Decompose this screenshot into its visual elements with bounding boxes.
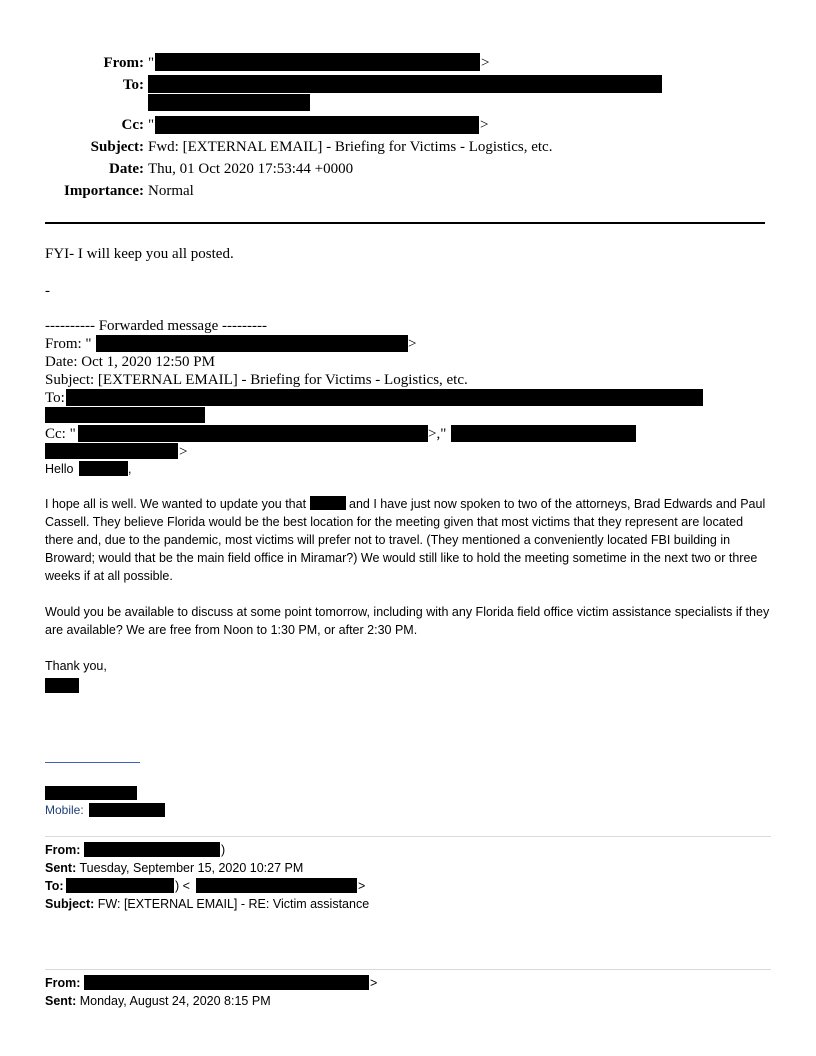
redaction [96, 335, 408, 352]
subject-label: Subject: [90, 139, 144, 155]
fwd-cc-close: > [179, 444, 188, 460]
email2-sent-value: Tuesday, September 15, 2020 10:27 PM [79, 861, 304, 875]
email3-from [45, 977, 80, 990]
fwd-date: Date: Oct 1, 2020 12:50 PM [45, 354, 215, 370]
signature-rule [45, 762, 140, 763]
redaction [45, 443, 178, 459]
redaction [78, 425, 428, 442]
email2-to-mid: ) < [175, 879, 190, 893]
redaction [66, 389, 703, 406]
from-value: " [148, 55, 155, 71]
fwd-from-close: > [408, 336, 417, 352]
cc-close: > [480, 117, 489, 133]
email2-subject [45, 898, 369, 911]
date-label: Date: [109, 161, 144, 177]
email2-subject-label: Subject: [45, 897, 95, 911]
redaction [196, 878, 357, 893]
redaction [66, 878, 174, 893]
cc-label: Cc: [121, 117, 144, 133]
fwd-cc-mid: >," [428, 426, 447, 442]
email3-sent [45, 995, 271, 1008]
redaction [45, 678, 79, 693]
to-label: To: [122, 77, 144, 93]
forwarded-marker: ---------- Forwarded message --------- [45, 318, 267, 334]
message-divider [45, 836, 771, 837]
message-divider [45, 969, 771, 970]
redaction [45, 407, 205, 423]
redaction [89, 803, 165, 817]
redaction [84, 975, 369, 990]
email2-sent-label: Sent: [45, 861, 77, 875]
paragraph-1 [45, 495, 775, 585]
fwd-subject: Subject: [EXTERNAL EMAIL] - Briefing for Victims - Logistics, etc. [45, 372, 468, 388]
email2-from-label: From: [45, 843, 81, 857]
email3-sent-value: Monday, August 24, 2020 8:15 PM [79, 994, 271, 1008]
email3-sent-label: Sent: [45, 994, 77, 1008]
redaction [45, 786, 137, 800]
fwd-cc-label: Cc: " [45, 426, 76, 442]
email2-from-close: ) [221, 843, 226, 857]
email2-to [45, 880, 64, 893]
paragraph-1-rest: and I have just now spoken to two of the attorneys, Brad Edwards and Paul Cassell. They believe Florida would be the best location for the meeting given that most victims that they represent are located there and, due to the pandemic, most victims will prefer not to travel. (They mentioned a conveniently located FBI building in Broward; would that be the main field office in Miramar?) We would still like to hold the meeting sometime in the next two or three weeks if at all possible. [45, 497, 766, 583]
email2-from [45, 844, 80, 857]
redaction [84, 842, 220, 857]
date-value: Thu, 01 Oct 2020 17:53:44 +0000 [148, 161, 354, 177]
email2-to-label: To: [45, 879, 64, 893]
redaction [155, 116, 479, 134]
redaction [310, 496, 346, 510]
greeting-comma: , [128, 462, 132, 476]
redaction [148, 75, 662, 93]
email2-sent [45, 862, 303, 875]
redaction [451, 425, 636, 442]
email2-subject-value: FW: [EXTERNAL EMAIL] - RE: Victim assistance [97, 897, 370, 911]
importance-label: Importance: [64, 183, 144, 199]
mobile-label: Mobile: [45, 803, 84, 817]
from-label: From: [103, 55, 144, 71]
dash-line: - [45, 283, 50, 299]
redaction [148, 94, 310, 111]
cc-value: " [148, 117, 155, 133]
email2-to-close: > [358, 879, 366, 893]
email3-from-label: From: [45, 976, 81, 990]
redaction [79, 461, 128, 476]
redaction [155, 53, 480, 71]
fwd-to-label: To: [45, 390, 65, 406]
greeting: Hello [45, 462, 74, 476]
email3-from-close: > [370, 976, 378, 990]
paragraph-2: Would you be available to discuss at some point tomorrow, including with any Florida field office victim assistance specialists if they are available? We are free from Noon to 1:30 PM, or after 2:30 PM. [45, 605, 770, 637]
paragraph-1-start: I hope all is well. We wanted to update you that [45, 497, 307, 511]
header-divider [45, 222, 765, 224]
from-close: > [481, 55, 490, 71]
importance-value: Normal [148, 183, 194, 199]
fwd-from-label: From: " [45, 336, 92, 352]
sign-off: Thank you, [45, 659, 107, 673]
subject-value: Fwd: [EXTERNAL EMAIL] - Briefing for Victims - Logistics, etc. [148, 139, 553, 155]
fyi-line: FYI- I will keep you all posted. [45, 246, 234, 262]
